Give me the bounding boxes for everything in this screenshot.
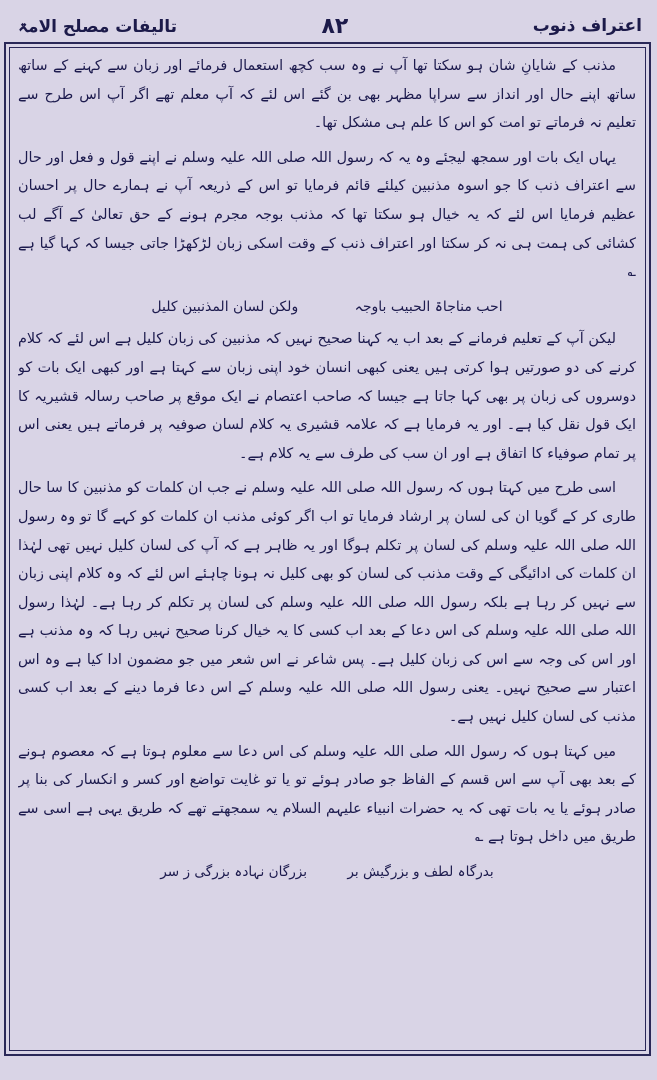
verse-1-second-half: ولکن لسان المذنبین کلیل <box>151 298 299 315</box>
verse-couplet-1 <box>18 293 636 322</box>
paragraph-4: اسی طرح میں کہتا ہوں کہ رسول اللہ صلی اللہ علیہ وسلم نے جب ان کلمات کو مذنبین کا سا حال طاری کر کے گویا ان کی لسان پر ارشاد فرمایا تو اب اگر کوئی مذنب ان کلمات کو کہے گا تو وہ رسول اللہ صلی اللہ علیہ وسلم کی لسان پر تکلم ہوگا اور یہ ظاہر ہے کہ آپ کی لسان کلیل نہیں تھی لہٰذا ان کلمات کی ادائیگی کے وقت مذنب کی لسان کو بھی کلیل نہ ہونا چاہئے اس لئے کہ وہ کلام اپنی زبان سے نہیں کر رہا ہے بلکہ رسول اللہ صلی اللہ علیہ وسلم کی لسان پر تکلم کر رہا ہے۔ لہٰذا رسول اللہ صلی اللہ علیہ وسلم کی اس دعا کے بعد اب کسی کا یہ خیال کرنا صحیح نہیں رہا کہ وہ مذنب ہے اور اس کی وجہ سے اس کی زبان کلیل ہے۔ پس شاعر نے اس شعر میں جو مضمون ادا کیا ہے وہ اس اعتبار سے صحیح نہیں۔ یعنی رسول اللہ صلی اللہ علیہ وسلم کے اس دعا فرما دینے کے بعد اب کسی مذنب کی لسان کلیل نہیں ہے۔ <box>18 480 636 726</box>
paragraph-5: میں کہتا ہوں کہ رسول اللہ صلی اللہ علیہ وسلم کی اس دعا سے معلوم ہوتا ہے کہ معصوم ہونے کے بعد بھی آپ سے اس قسم کے الفاظ جو صادر ہوئے تو یا تو غایت تواضع اور کسر و انکسار کی بنا پر صادر ہوئے یا یہ بات تھی کہ یہ حضرات انبیاء علیہم السلام یہ سمجھتے تھے کہ طریق یہی ہے اسی سے طریق میں داخل ہوتا ہے ؎ <box>18 743 636 846</box>
verse-2-first-half: بدرگاہ لطف و بزرگیش بر <box>347 864 494 881</box>
verse-1-first-half: احب مناجاۃ الحبیب باوجہ <box>354 298 503 315</box>
paragraph-2: یہاں ایک بات اور سمجھ لیجئے وہ یہ کہ رسول اللہ صلی اللہ علیہ وسلم نے اپنے قول و فعل اور حال سے اعتراف ذنب کا جو اسوہ مذنبین کیلئے قائم فرمایا تو اس کے ذریعہ آپ نے ہمارے حال پر احسان عظیم فرمایا اس لئے کہ یہ خیال ہو سکتا تھا کہ مذنب بوجہ مجرم ہونے کے حق تعالیٰ کے آگے لب کشائی کی ہمت ہی نہ کر سکتا اور اعتراف ذنب کے وقت اسکی زبان لڑکھڑا جاتی جیسا کہ کہا گیا ہے ؎ <box>18 149 636 281</box>
chapter-title: اعتراف ذنوب <box>532 16 642 36</box>
paragraph-3: لیکن آپ کے تعلیم فرمانے کے بعد اب یہ کہنا صحیح نہیں کہ مذنبین کی زبان کلیل ہے اس لئے کہ کلام کرنے کی دو صورتیں ہوا کرتی ہیں یعنی کبھی انسان خود اپنی زبان سے کہتا ہے اور کبھی ایک بات کو دوسروں کی زبان پر بھی کہا جاتا ہے جیسا کہ صاحب اعتصام نے ایک موقع پر صاحب رسالہ قشیریہ کا ایک قول نقل کیا ہے۔ اور یہ فرمایا ہے کہ علامہ قشیری یہ کلام لسان صوفیہ پر فرماتے ہیں یعنی اس پر تمام صوفیاء کا اتفاق ہے اور ان سب کی طرف سے یہ کلام ہے۔ <box>18 331 636 462</box>
paragraph-1: مذنب کے شایانِ شان ہو سکتا تھا آپ نے وہ سب کچھ استعمال فرمائے اور زبان سے کہنے کے ساتھ ساتھ اپنے حال اور انداز سے سراپا مظہر بھی بن گئے اس لئے کہ آپ معلم تھے اگر آپ اس طرح سے تعلیم نہ فرماتے تو امت کو اس کا علم ہی مشکل تھا۔ <box>18 58 636 132</box>
verse-2-second-half: بزرگان نہادہ بزرگی ز سر <box>160 864 308 881</box>
page-header <box>8 6 648 46</box>
page-number: ۸۲ <box>321 13 349 39</box>
book-title: تالیفات مصلح الامۃ <box>18 16 178 37</box>
verse-couplet-2 <box>18 858 636 887</box>
page-body <box>18 52 636 992</box>
